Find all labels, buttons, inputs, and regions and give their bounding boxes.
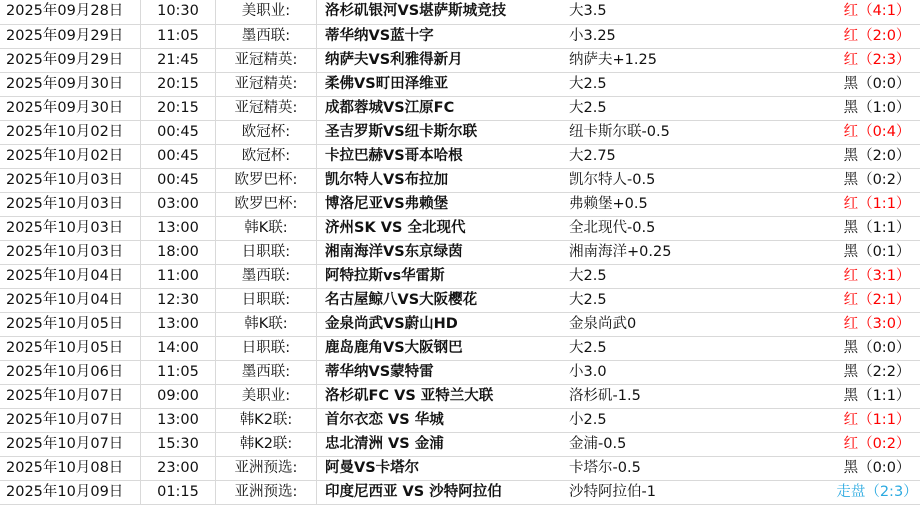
cell-result: 红（2:3） [783, 48, 920, 72]
cell-league: 韩K2联: [216, 408, 317, 432]
cell-league: 亚洲预选: [216, 456, 317, 480]
cell-match: 阿特拉斯vs华雷斯 [317, 264, 560, 288]
cell-result: 红（2:1） [783, 288, 920, 312]
cell-league: 墨西联: [216, 264, 317, 288]
cell-match: 鹿岛鹿角VS大阪钢巴 [317, 336, 560, 360]
cell-result: 黑（0:0） [783, 336, 920, 360]
cell-time: 00:45 [141, 144, 216, 168]
cell-time: 11:05 [141, 360, 216, 384]
cell-match: 湘南海洋VS东京绿茵 [317, 240, 560, 264]
cell-match: 洛杉矶FC VS 亚特兰大联 [317, 384, 560, 408]
cell-league: 韩K联: [216, 312, 317, 336]
cell-time: 11:00 [141, 264, 216, 288]
cell-match: 忠北清洲 VS 金浦 [317, 432, 560, 456]
cell-league: 韩K联: [216, 216, 317, 240]
cell-match: 洛杉矶银河VS堪萨斯城竞技 [317, 0, 560, 24]
cell-match: 首尔衣恋 VS 华城 [317, 408, 560, 432]
cell-date: 2025年09月30日 [0, 96, 141, 120]
cell-date: 2025年10月02日 [0, 144, 141, 168]
table-row [0, 480, 920, 504]
cell-match: 卡拉巴赫VS哥本哈根 [317, 144, 560, 168]
cell-match: 蒂华纳VS蒙特雷 [317, 360, 560, 384]
cell-pick: 全北现代-0.5 [559, 216, 783, 240]
cell-result: 红（0:2） [783, 432, 920, 456]
table-row [0, 264, 920, 288]
cell-date: 2025年10月09日 [0, 480, 141, 504]
table-row [0, 72, 920, 96]
cell-result: 黑（1:1） [783, 384, 920, 408]
cell-league: 日职联: [216, 240, 317, 264]
cell-result: 黑（1:1） [783, 216, 920, 240]
cell-time: 03:00 [141, 192, 216, 216]
cell-time: 13:00 [141, 216, 216, 240]
cell-league: 日职联: [216, 336, 317, 360]
table-row [0, 456, 920, 480]
cell-result: 红（1:1） [783, 192, 920, 216]
cell-time: 11:05 [141, 24, 216, 48]
cell-date: 2025年09月29日 [0, 48, 141, 72]
table-row [0, 120, 920, 144]
cell-league: 亚冠精英: [216, 96, 317, 120]
cell-result: 红（1:1） [783, 408, 920, 432]
cell-league: 欧罗巴杯: [216, 168, 317, 192]
cell-date: 2025年10月02日 [0, 120, 141, 144]
cell-league: 日职联: [216, 288, 317, 312]
cell-result: 黑（0:0） [783, 72, 920, 96]
cell-league: 美职业: [216, 384, 317, 408]
cell-date: 2025年10月07日 [0, 384, 141, 408]
cell-match: 凯尔特人VS布拉加 [317, 168, 560, 192]
table-row [0, 336, 920, 360]
cell-time: 20:15 [141, 72, 216, 96]
cell-league: 韩K2联: [216, 432, 317, 456]
cell-match: 成都蓉城VS江原FC [317, 96, 560, 120]
cell-pick: 大2.5 [559, 336, 783, 360]
cell-pick: 弗赖堡+0.5 [559, 192, 783, 216]
cell-pick: 卡塔尔-0.5 [559, 456, 783, 480]
cell-match: 纳萨夫VS利雅得新月 [317, 48, 560, 72]
cell-time: 01:15 [141, 480, 216, 504]
cell-result: 红（0:4） [783, 120, 920, 144]
cell-pick: 金泉尚武0 [559, 312, 783, 336]
table-row [0, 168, 920, 192]
cell-pick: 小3.0 [559, 360, 783, 384]
cell-date: 2025年10月05日 [0, 336, 141, 360]
cell-pick: 沙特阿拉伯-1 [559, 480, 783, 504]
cell-date: 2025年10月07日 [0, 408, 141, 432]
cell-match: 阿曼VS卡塔尔 [317, 456, 560, 480]
cell-pick: 大2.5 [559, 96, 783, 120]
cell-result: 黑（0:0） [783, 456, 920, 480]
cell-pick: 纽卡斯尔联-0.5 [559, 120, 783, 144]
cell-pick: 小2.5 [559, 408, 783, 432]
cell-result: 黑（0:2） [783, 168, 920, 192]
cell-time: 00:45 [141, 168, 216, 192]
cell-date: 2025年10月03日 [0, 216, 141, 240]
cell-result: 红（2:0） [783, 24, 920, 48]
table-row [0, 48, 920, 72]
cell-result: 红（4:1） [783, 0, 920, 24]
table-row [0, 360, 920, 384]
cell-time: 12:30 [141, 288, 216, 312]
cell-league: 欧冠杯: [216, 144, 317, 168]
cell-date: 2025年10月03日 [0, 240, 141, 264]
table-row [0, 408, 920, 432]
cell-time: 18:00 [141, 240, 216, 264]
cell-time: 15:30 [141, 432, 216, 456]
cell-date: 2025年10月03日 [0, 168, 141, 192]
cell-match: 印度尼西亚 VS 沙特阿拉伯 [317, 480, 560, 504]
table-row [0, 432, 920, 456]
cell-date: 2025年09月28日 [0, 0, 141, 24]
cell-time: 21:45 [141, 48, 216, 72]
cell-time: 13:00 [141, 312, 216, 336]
cell-date: 2025年10月04日 [0, 288, 141, 312]
cell-match: 名古屋鲸八VS大阪樱花 [317, 288, 560, 312]
cell-pick: 纳萨夫+1.25 [559, 48, 783, 72]
table-row [0, 384, 920, 408]
cell-match: 济州SK VS 全北现代 [317, 216, 560, 240]
cell-date: 2025年10月06日 [0, 360, 141, 384]
cell-result: 走盘（2:3） [783, 480, 920, 504]
table-row [0, 312, 920, 336]
table-row [0, 144, 920, 168]
cell-date: 2025年10月04日 [0, 264, 141, 288]
cell-league: 墨西联: [216, 360, 317, 384]
cell-pick: 大2.5 [559, 264, 783, 288]
cell-date: 2025年10月05日 [0, 312, 141, 336]
cell-league: 墨西联: [216, 24, 317, 48]
table-row [0, 96, 920, 120]
cell-time: 23:00 [141, 456, 216, 480]
cell-match: 博洛尼亚VS弗赖堡 [317, 192, 560, 216]
cell-pick: 湘南海洋+0.25 [559, 240, 783, 264]
cell-pick: 洛杉矶-1.5 [559, 384, 783, 408]
cell-league: 欧冠杯: [216, 120, 317, 144]
cell-league: 美职业: [216, 0, 317, 24]
cell-match: 金泉尚武VS蔚山HD [317, 312, 560, 336]
cell-league: 亚冠精英: [216, 48, 317, 72]
cell-pick: 大2.75 [559, 144, 783, 168]
table-row [0, 0, 920, 24]
cell-match: 蒂华纳VS蓝十字 [317, 24, 560, 48]
cell-pick: 凯尔特人-0.5 [559, 168, 783, 192]
table-row [0, 288, 920, 312]
cell-date: 2025年09月30日 [0, 72, 141, 96]
table-row [0, 192, 920, 216]
cell-league: 亚冠精英: [216, 72, 317, 96]
cell-match: 柔佛VS町田泽维亚 [317, 72, 560, 96]
cell-result: 黑（2:0） [783, 144, 920, 168]
cell-result: 红（3:1） [783, 264, 920, 288]
cell-pick: 小3.25 [559, 24, 783, 48]
cell-pick: 大3.5 [559, 0, 783, 24]
cell-pick: 大2.5 [559, 288, 783, 312]
cell-time: 10:30 [141, 0, 216, 24]
cell-date: 2025年10月07日 [0, 432, 141, 456]
cell-date: 2025年09月29日 [0, 24, 141, 48]
cell-result: 红（3:0） [783, 312, 920, 336]
table-row [0, 240, 920, 264]
cell-pick: 大2.5 [559, 72, 783, 96]
cell-time: 13:00 [141, 408, 216, 432]
cell-league: 欧罗巴杯: [216, 192, 317, 216]
cell-result: 黑（2:2） [783, 360, 920, 384]
table-row [0, 216, 920, 240]
cell-time: 09:00 [141, 384, 216, 408]
cell-time: 14:00 [141, 336, 216, 360]
cell-date: 2025年10月08日 [0, 456, 141, 480]
cell-match: 圣吉罗斯VS纽卡斯尔联 [317, 120, 560, 144]
cell-result: 黑（1:0） [783, 96, 920, 120]
cell-result: 黑（0:1） [783, 240, 920, 264]
table-row [0, 24, 920, 48]
cell-time: 20:15 [141, 96, 216, 120]
cell-league: 亚洲预选: [216, 480, 317, 504]
cell-date: 2025年10月03日 [0, 192, 141, 216]
cell-pick: 金浦-0.5 [559, 432, 783, 456]
cell-time: 00:45 [141, 120, 216, 144]
